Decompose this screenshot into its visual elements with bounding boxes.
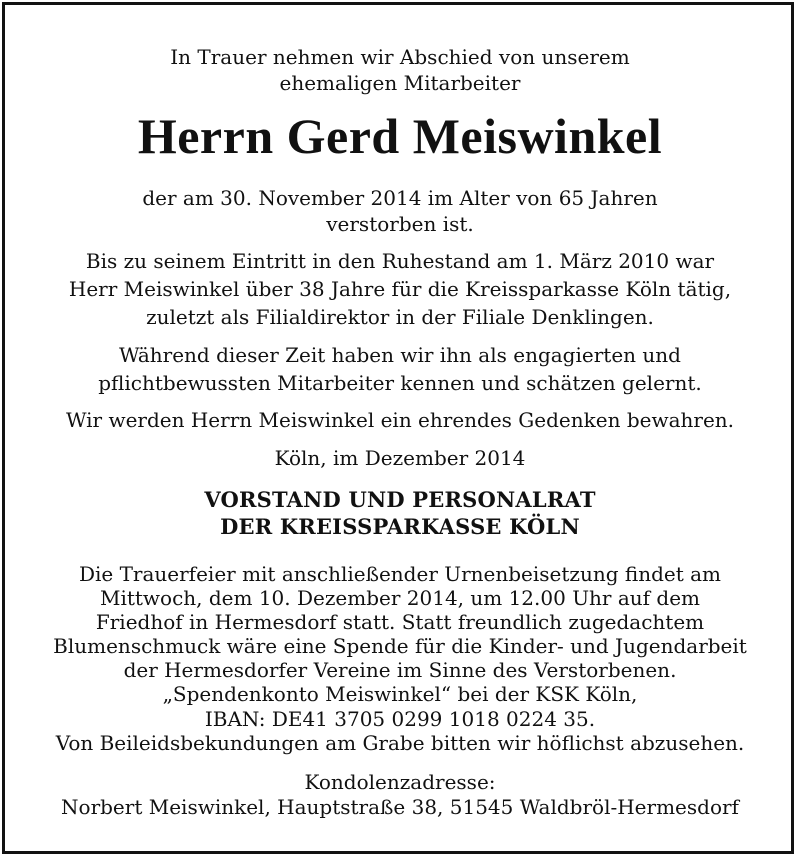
intro-line-2: ehemaligen Mitarbeiter [279,71,521,95]
donation-account: „Spendenkonto Meiswinkel“ bei der KSK Köln, [162,682,638,706]
deceased-name: Herrn Gerd Meiswinkel [137,108,663,164]
condolence-address: Norbert Meiswinkel, Hauptstraße 38, 51545 Waldbröl-Hermesdorf [61,795,739,819]
funeral-line-1: Die Trauerfeier mit anschließender Urnenbeisetzung findet am [78,562,722,586]
place-date: Köln, im Dezember 2014 [274,446,526,470]
funeral-line-2: Mittwoch, dem 10. Dezember 2014, um 12.00 Uhr auf dem [99,586,701,610]
death-notice-line-2: verstorben ist. [326,212,474,236]
signatory-line-1: VORSTAND UND PERSONALRAT [204,487,596,512]
intro-line-1: In Trauer nehmen wir Abschied von unserem [170,45,630,69]
funeral-line-3: Friedhof in Hermesdorf statt. Statt freundlich zugedachtem [95,610,705,634]
memorial-line: Wir werden Herrn Meiswinkel ein ehrendes Gedenken bewahren. [65,408,735,432]
appreciation-line-2: pflichtbewussten Mitarbeiter kennen und schätzen gelernt. [98,371,702,395]
career-line-1: Bis zu seinem Eintritt in den Ruhestand am 1. März 2010 war [85,249,715,273]
funeral-line-4: Blumenschmuck wäre eine Spende für die Kinder- und Jugendarbeit [53,634,747,658]
funeral-line-5: der Hermesdorfer Vereine im Sinne des Verstorbenen. [123,658,677,682]
condolence-label: Kondolenzadresse: [304,770,496,794]
career-line-3: zuletzt als Filialdirektor in der Filiale Denklingen. [146,305,654,329]
death-notice-line-1: der am 30. November 2014 im Alter von 65 Jahren [142,186,658,210]
appreciation-line-1: Während dieser Zeit haben wir ihn als engagierten und [119,343,681,367]
career-line-2: Herr Meiswinkel über 38 Jahre für die Kreissparkasse Köln tätig, [68,277,732,301]
signatory-line-2: DER KREISSPARKASSE KÖLN [220,514,580,539]
donation-iban: IBAN: DE41 3705 0299 1018 0224 35. [204,707,596,731]
condolence-request: Von Beileidsbekundungen am Grabe bitten wir höflichst abzusehen. [55,731,745,755]
